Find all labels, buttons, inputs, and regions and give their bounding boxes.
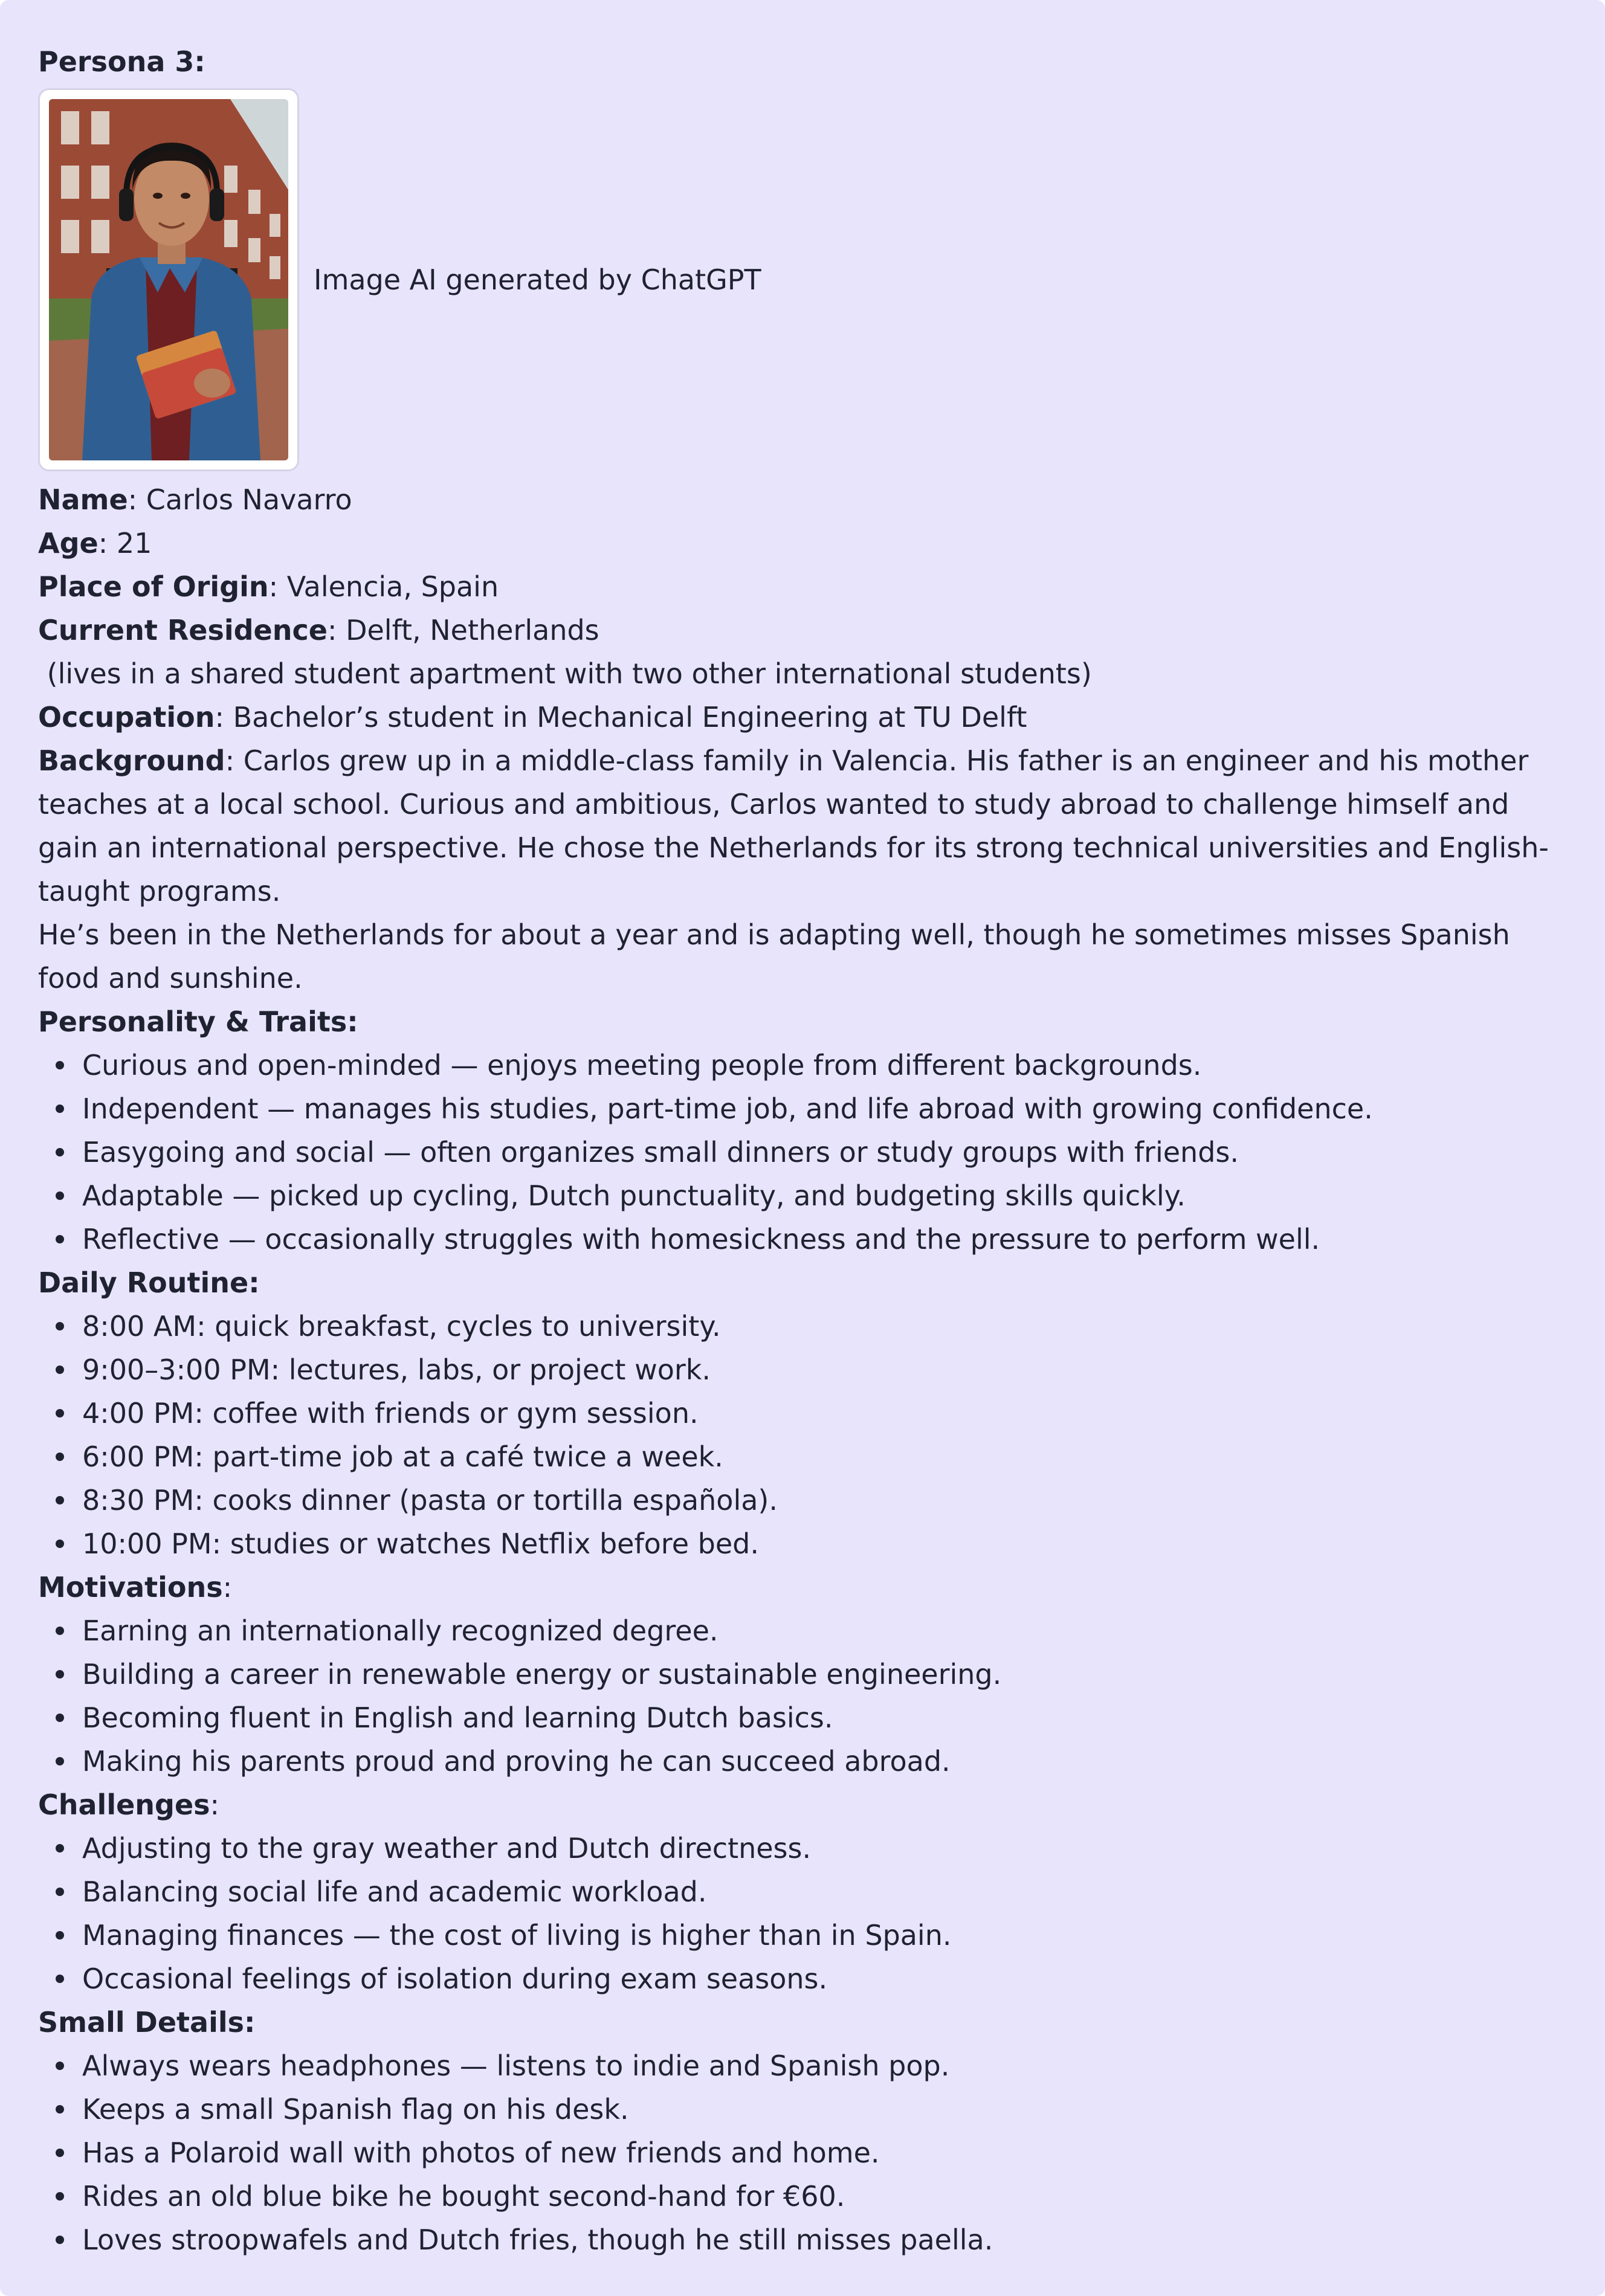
list-item: 9:00–3:00 PM: lectures, labs, or project work. (82, 1348, 1567, 1391)
persona-label: Persona 3: (38, 45, 205, 78)
residence-value: Delft, Netherlands (346, 614, 599, 647)
occupation-value: Bachelor’s student in Mechanical Engineering at TU Delft (233, 701, 1027, 734)
background-paragraph-2: He’s been in the Netherlands for about a year and is adapting well, though he sometimes misses Spanish food and sunshine. (38, 918, 1510, 995)
residence-label: Current Residence (38, 614, 328, 647)
challenges-heading-row: Challenges: (38, 1788, 220, 1821)
name-value: Carlos Navarro (146, 483, 352, 516)
residence-note-text: (lives in a shared student apartment with two other international students) (47, 657, 1092, 690)
list-item: Earning an internationally recognized degree. (82, 1609, 1567, 1653)
photo-caption: Image AI generated by ChatGPT (314, 263, 761, 296)
origin-field: Place of Origin: Valencia, Spain (38, 570, 499, 603)
persona-photo (38, 88, 299, 471)
list-item: Loves stroopwafels and Dutch fries, though he still misses paella. (82, 2218, 1567, 2262)
residence-note (38, 652, 1567, 695)
list-item: 8:30 PM: cooks dinner (pasta or tortilla española). (82, 1479, 1567, 1522)
list-item: Balancing social life and academic workload. (82, 1870, 1567, 1914)
occupation-label: Occupation (38, 701, 215, 734)
age-label: Age (38, 527, 98, 559)
list-item: Independent — manages his studies, part-time job, and life abroad with growing confidence. (82, 1087, 1567, 1130)
student-portrait-illustration (49, 99, 288, 460)
personality-heading: Personality & Traits: (38, 1005, 358, 1038)
details-list (38, 2044, 1567, 2262)
age-value: 21 (116, 527, 152, 559)
list-item: Always wears headphones — listens to indie and Spanish pop. (82, 2044, 1567, 2088)
list-item: 4:00 PM: coffee with friends or gym session. (82, 1391, 1567, 1435)
list-item: Making his parents proud and proving he can succeed abroad. (82, 1740, 1567, 1783)
origin-label: Place of Origin (38, 570, 269, 603)
list-item: 6:00 PM: part-time job at a café twice a week. (82, 1435, 1567, 1479)
list-item: 10:00 PM: studies or watches Netflix before bed. (82, 1522, 1567, 1566)
list-item: 8:00 AM: quick breakfast, cycles to university. (82, 1304, 1567, 1348)
origin-value: Valencia, Spain (286, 570, 499, 603)
list-item: Keeps a small Spanish flag on his desk. (82, 2088, 1567, 2131)
challenges-list (38, 1827, 1567, 2001)
motivations-list (38, 1609, 1567, 1783)
list-item: Becoming fluent in English and learning Dutch basics. (82, 1696, 1567, 1740)
list-item: Rides an old blue bike he bought second-hand for €60. (82, 2175, 1567, 2218)
age-field: Age: 21 (38, 527, 152, 559)
list-item: Adaptable — picked up cycling, Dutch punctuality, and budgeting skills quickly. (82, 1174, 1567, 1217)
list-item: Building a career in renewable energy or sustainable engineering. (82, 1653, 1567, 1696)
occupation-field: Occupation: Bachelor’s student in Mechanical Engineering at TU Delft (38, 701, 1027, 734)
background-value: Carlos grew up in a middle-class family in Valencia. His father is an engineer and his mother teaches at a local school. Curious and ambitious, Carlos wanted to study abroad to challenge himself and gain an international perspective. He chose the Netherlands for its strong technical universities and English-taught programs. (38, 744, 1549, 908)
list-item: Adjusting to the gray weather and Dutch directness. (82, 1827, 1567, 1870)
routine-list (38, 1304, 1567, 1566)
motivations-heading: Motivations (38, 1571, 223, 1604)
name-label: Name (38, 483, 128, 516)
list-item: Managing finances — the cost of living is higher than in Spain. (82, 1914, 1567, 1957)
list-item: Has a Polaroid wall with photos of new friends and home. (82, 2131, 1567, 2175)
list-item: Curious and open-minded — enjoys meeting people from different backgrounds. (82, 1043, 1567, 1087)
residence-field: Current Residence: Delft, Netherlands (38, 614, 599, 647)
background-field: Background: Carlos grew up in a middle-class family in Valencia. His father is an engineer and his mother teaches at a local school. Curious and ambitious, Carlos wanted to study abroad to challenge himself and gain an international perspective. He chose the Netherlands for its strong technical universities and English-taught programs. (38, 744, 1549, 908)
details-heading: Small Details: (38, 2006, 256, 2039)
list-item: Easygoing and social — often organizes small dinners or study groups with friends. (82, 1130, 1567, 1174)
name-field: Name: Carlos Navarro (38, 483, 352, 516)
background-label: Background (38, 744, 225, 777)
challenges-heading: Challenges (38, 1788, 210, 1821)
list-item: Occasional feelings of isolation during exam seasons. (82, 1957, 1567, 2001)
routine-heading: Daily Routine: (38, 1266, 260, 1299)
photo-row (38, 83, 1567, 476)
motivations-heading-row: Motivations: (38, 1571, 233, 1604)
personality-list (38, 1043, 1567, 1261)
list-item: Reflective — occasionally struggles with homesickness and the pressure to perform well. (82, 1217, 1567, 1261)
